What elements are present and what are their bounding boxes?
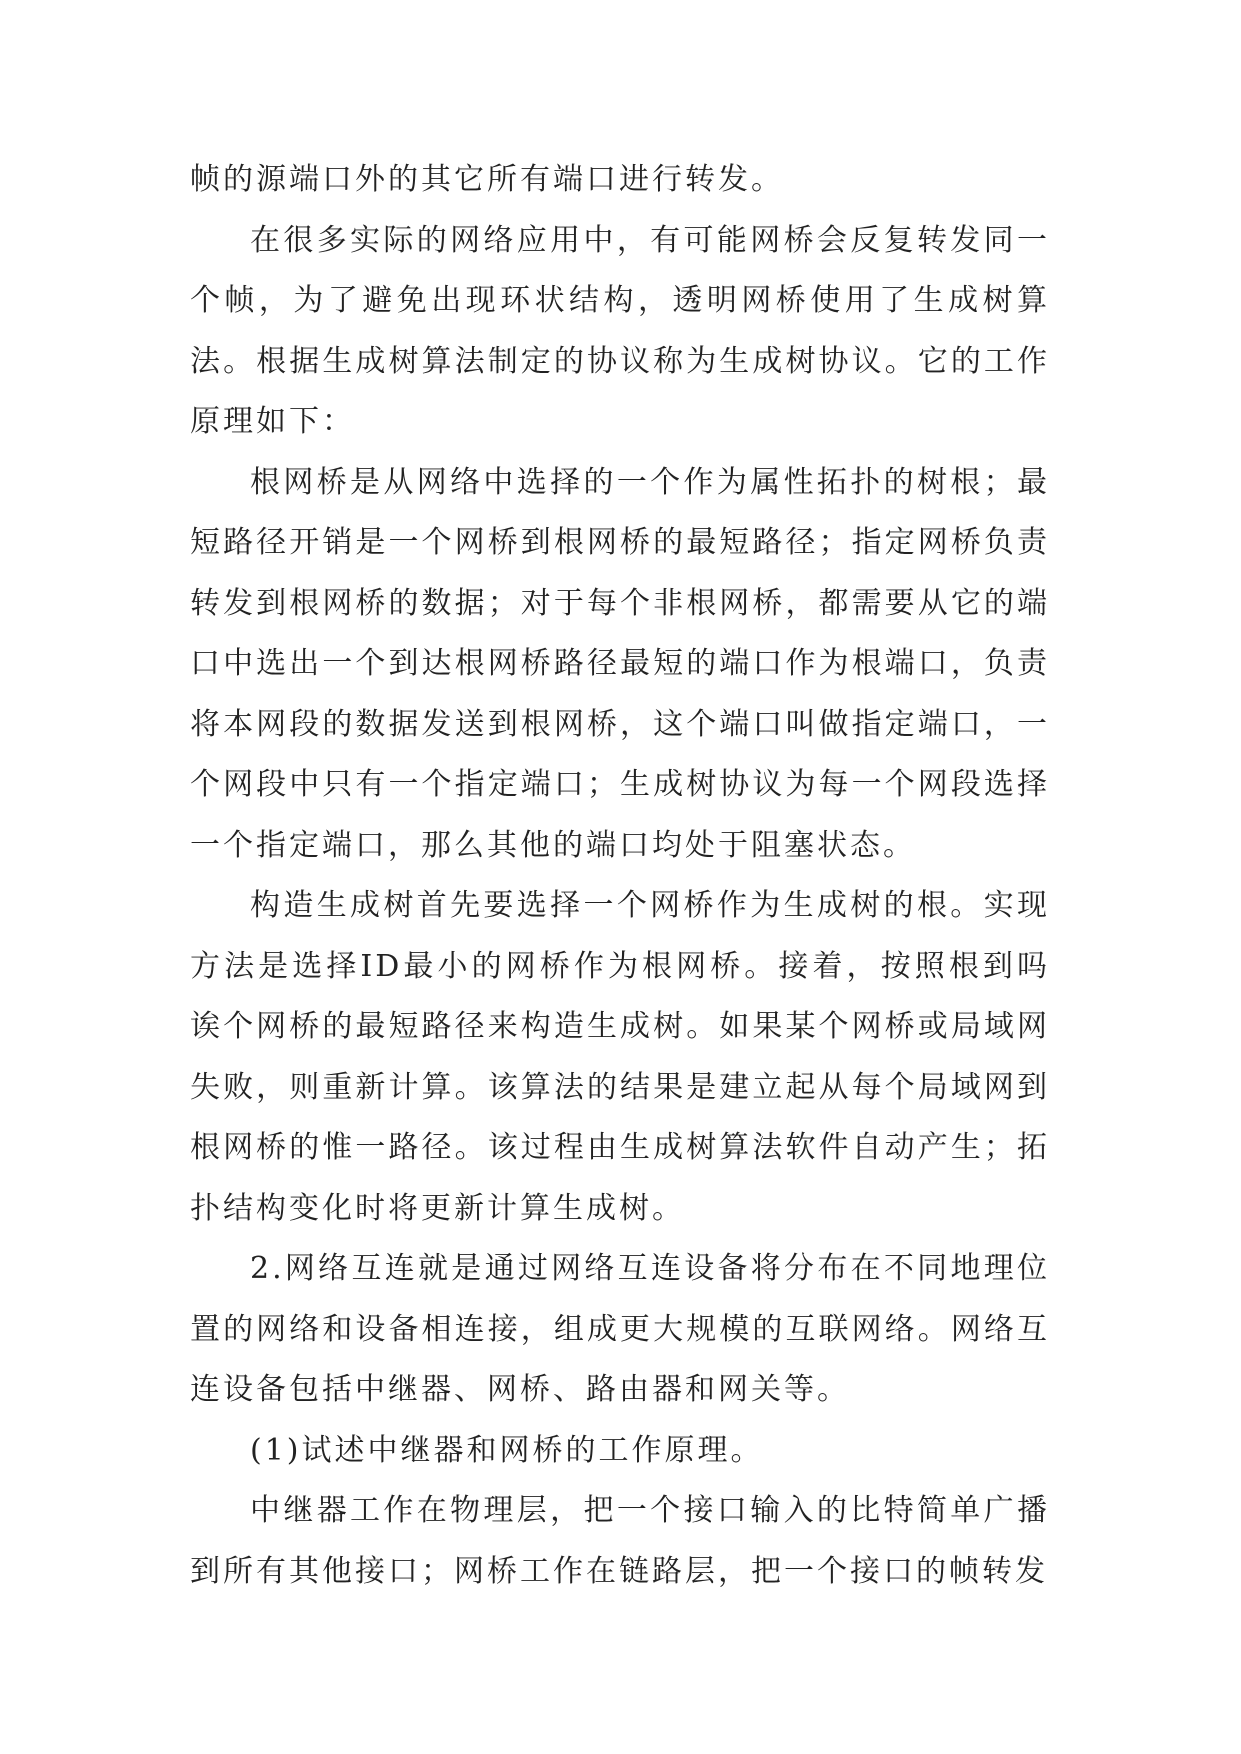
- paragraph-answer: 中继器工作在物理层，把一个接口输入的比特简单广播到所有其他接口；网桥工作在链路层，把一个接口的帧转发: [190, 1493, 1050, 1589]
- paragraph-root-bridge: 根网桥是从网络中选择的一个作为属性拓扑的树根；最短路径开销是一个网桥到根网桥的最短路径；指定网桥负责转发到根网桥的数据；对于每个非根网桥，都需要从它的端口中选出一个到达根网桥路径最短的端口作为根端口，负责将本网段的数据发送到根网桥，这个端口叫做指定端口，一个网段中只有一个指定端口；生成树协议为每一个网段选择一个指定端口，那么其他的端口均处于阻塞状态。: [190, 464, 1050, 863]
- paragraph-spanning-tree: 构造生成树首先要选择一个网桥作为生成树的根。实现方法是选择ID最小的网桥作为根网桥。接着，按照根到吗诶个网桥的最短路径来构造生成树。如果某个网桥或局域网失败，则重新计算。该算法的结果是建立起从每个局域网到根网桥的惟一路径。该过程由生成树算法软件自动产生；拓扑结构变化时将更新计算生成树。: [190, 888, 1050, 1226]
- paragraph-question: (1)试述中继器和网桥的工作原理。: [250, 1432, 764, 1468]
- paragraph-continuation: 帧的源端口外的其它所有端口进行转发。: [190, 162, 784, 197]
- paragraph-interconnection: 2.网络互连就是通过网络互连设备将分布在不同地理位置的网络和设备相连接，组成更大规模的互联网络。网络互连设备包括中继器、网桥、路由器和网关等。: [190, 1251, 1050, 1407]
- paragraph-transparent-bridge: 在很多实际的网络应用中，有可能网桥会反复转发同一个帧，为了避免出现环状结构，透明网桥使用了生成树算法。根据生成树算法制定的协议称为生成树协议。它的工作原理如下：: [190, 222, 1050, 439]
- document-body: [190, 150, 1050, 1602]
